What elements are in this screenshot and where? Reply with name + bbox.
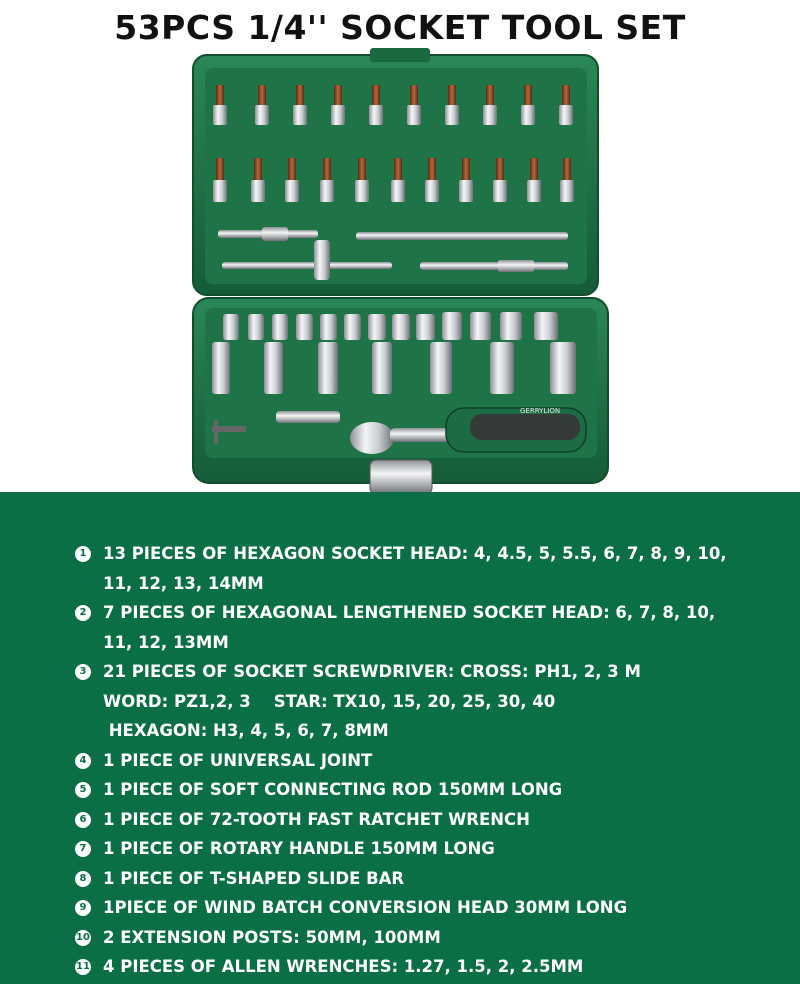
spec-item [75, 923, 775, 953]
spec-number-badge: 2 [75, 605, 91, 621]
spec-item [75, 893, 775, 923]
brand-label: GERRYLION [520, 407, 561, 415]
spec-line: 1PIECE OF WIND BATCH CONVERSION HEAD 30MM LONG [103, 898, 628, 917]
spec-item [75, 775, 775, 805]
spec-number-badge: 5 [75, 782, 91, 798]
spec-item [75, 598, 775, 657]
spec-item [75, 834, 775, 864]
spec-item [75, 952, 775, 982]
spec-line: 7 PIECES OF HEXAGONAL LENGTHENED SOCKET HEAD: 6, 7, 8, 10, [103, 603, 716, 622]
spec-line: 1 PIECE OF 72-TOOTH FAST RATCHET WRENCH [103, 809, 530, 829]
spec-line: 4 PIECES OF ALLEN WRENCHES: 1.27, 1.5, 2, 2.5MM [103, 957, 584, 976]
spec-number-badge: 7 [75, 841, 91, 857]
spec-number-badge: 11 [75, 959, 91, 975]
spec-line: 1 PIECE OF SOFT CONNECTING ROD 150MM LONG [103, 780, 563, 799]
spec-number-badge: 3 [75, 664, 91, 680]
spec-line: 11, 12, 13MM [103, 632, 229, 652]
spec-line: 2 EXTENSION POSTS: 50MM, 100MM [103, 927, 441, 947]
spec-item [75, 746, 775, 776]
spec-item [75, 864, 775, 894]
spec-line: 21 PIECES OF SOCKET SCREWDRIVER: CROSS: PH1, 2, 3 M [103, 662, 641, 681]
spec-line: 11, 12, 13, 14MM [103, 573, 264, 593]
spec-line: HEXAGON: H3, 4, 5, 6, 7, 8MM [103, 721, 389, 740]
spec-item [75, 657, 775, 746]
spec-number-badge: 9 [75, 900, 91, 916]
page-title: 53PCS 1/4'' SOCKET TOOL SET [114, 8, 686, 47]
spec-number-badge: 1 [75, 546, 91, 562]
spec-item [75, 805, 775, 835]
spec-line: WORD: PZ1,2, 3 STAR: TX10, 15, 20, 25, 30, 40 [103, 691, 556, 711]
spec-list [75, 539, 775, 982]
product-photo [0, 40, 800, 500]
spec-number-badge: 10 [75, 930, 91, 946]
spec-item [75, 539, 775, 598]
spec-line: 1 PIECE OF ROTARY HANDLE 150MM LONG [103, 839, 495, 858]
spec-number-badge: 8 [75, 871, 91, 887]
spec-number-badge: 6 [75, 812, 91, 828]
spec-number-badge: 4 [75, 753, 91, 769]
spec-line: 1 PIECE OF T-SHAPED SLIDE BAR [103, 868, 405, 888]
spec-line: 13 PIECES OF HEXAGON SOCKET HEAD: 4, 4.5, 5, 5.5, 6, 7, 8, 9, 10, [103, 544, 727, 563]
spec-line: 1 PIECE OF UNIVERSAL JOINT [103, 750, 373, 770]
